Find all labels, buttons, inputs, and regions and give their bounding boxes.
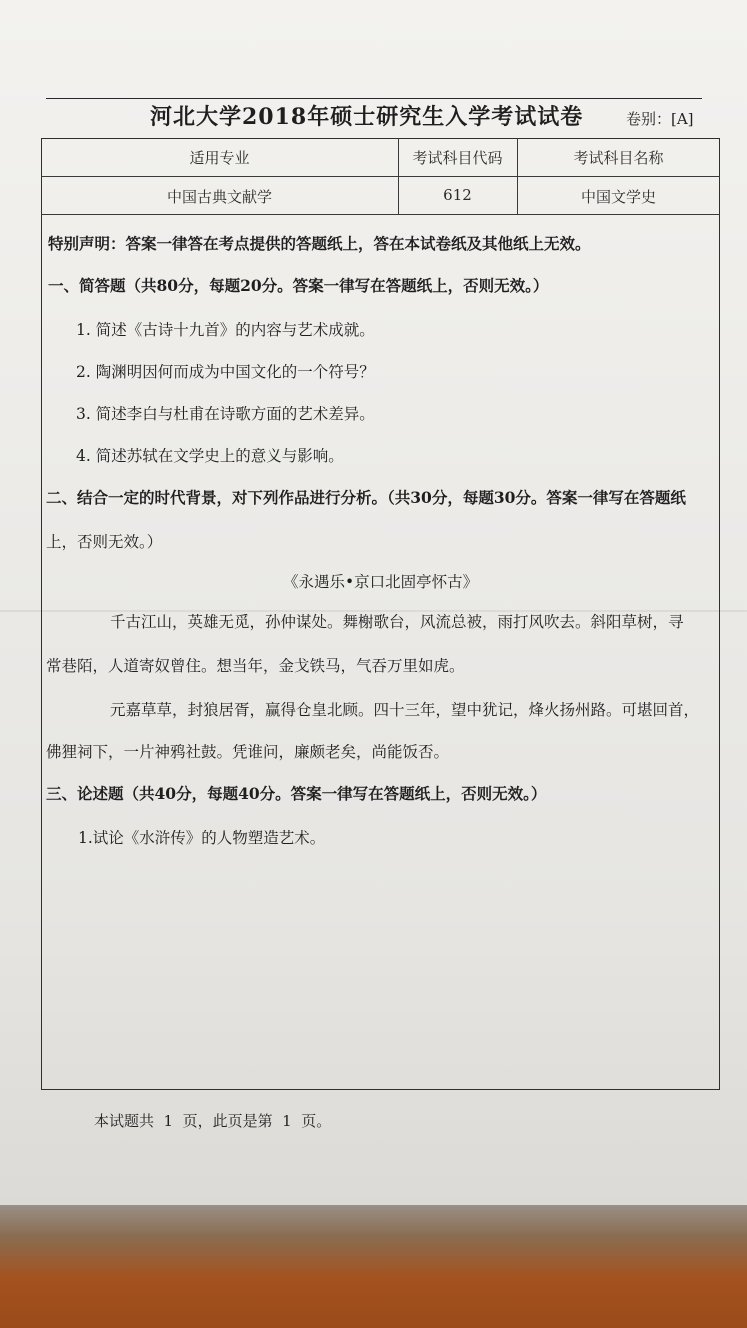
question-2: 2. 陶渊明因何而成为中国文化的一个符号？ <box>76 363 375 381</box>
poem-stanza2-line2: 佛狸祠下，一片神鸦社鼓。凭谁问，廉颇老矣，尚能饭否。 <box>46 743 450 761</box>
header-subject-code: 考试科目代码 <box>412 149 503 167</box>
header-rule <box>46 98 702 99</box>
section3-heading: 三、论述题（共40分，每题40分。答案一律写在答题纸上，否则无效。） <box>46 784 547 803</box>
header-major: 适用专业 <box>189 149 250 167</box>
exam-title: 河北大学2018年硕士研究生入学考试试卷 <box>150 104 584 130</box>
header-subject-name: 考试科目名称 <box>573 149 664 167</box>
poem-stanza1-line1: 千古江山，英雄无觅，孙仲谋处。舞榭歌台，风流总被，雨打风吹去。斜阳草树，寻 <box>110 613 684 631</box>
section3-question-1: 1.试论《水浒传》的人物塑造艺术。 <box>78 829 326 847</box>
question-3: 3. 简述李白与杜甫在诗歌方面的艺术差异。 <box>76 405 375 423</box>
page-footer: 本试题共 1 页，此页是第 1 页。 <box>94 1112 332 1130</box>
poem-title: 《永遇乐•京口北固亭怀古》 <box>283 573 479 591</box>
special-notice: 特别声明：答案一律答在考点提供的答题纸上，答在本试卷纸及其他纸上无效。 <box>48 234 591 253</box>
section2-heading-cont: 上，否则无效。） <box>46 533 163 551</box>
value-subject-name: 中国文学史 <box>580 188 656 206</box>
value-subject-code: 612 <box>443 186 472 204</box>
poem-stanza1-line2: 常巷陌，人道寄奴曾住。想当年，金戈铁马，气吞万里如虎。 <box>46 657 465 675</box>
question-1: 1. 简述《古诗十九首》的内容与艺术成就。 <box>76 321 375 339</box>
poem-stanza2-line1: 元嘉草草，封狼居胥，赢得仓皇北顾。四十三年，望中犹记，烽火扬州路。可堪回首， <box>110 701 700 719</box>
table-surface <box>0 1205 747 1328</box>
table-bottom-rule <box>41 214 720 215</box>
question-4: 4. 简述苏轼在文学史上的意义与影响。 <box>76 447 344 465</box>
section2-heading: 二、结合一定的时代背景，对下列作品进行分析。（共30分，每题30分。答案一律写在答题纸 <box>46 488 686 507</box>
paper-version: 卷别：[A] <box>626 110 694 128</box>
section1-heading: 一、简答题（共80分，每题20分。答案一律写在答题纸上，否则无效。） <box>48 276 549 295</box>
value-major: 中国古典文献学 <box>166 188 272 206</box>
table-row-divider <box>41 176 720 177</box>
